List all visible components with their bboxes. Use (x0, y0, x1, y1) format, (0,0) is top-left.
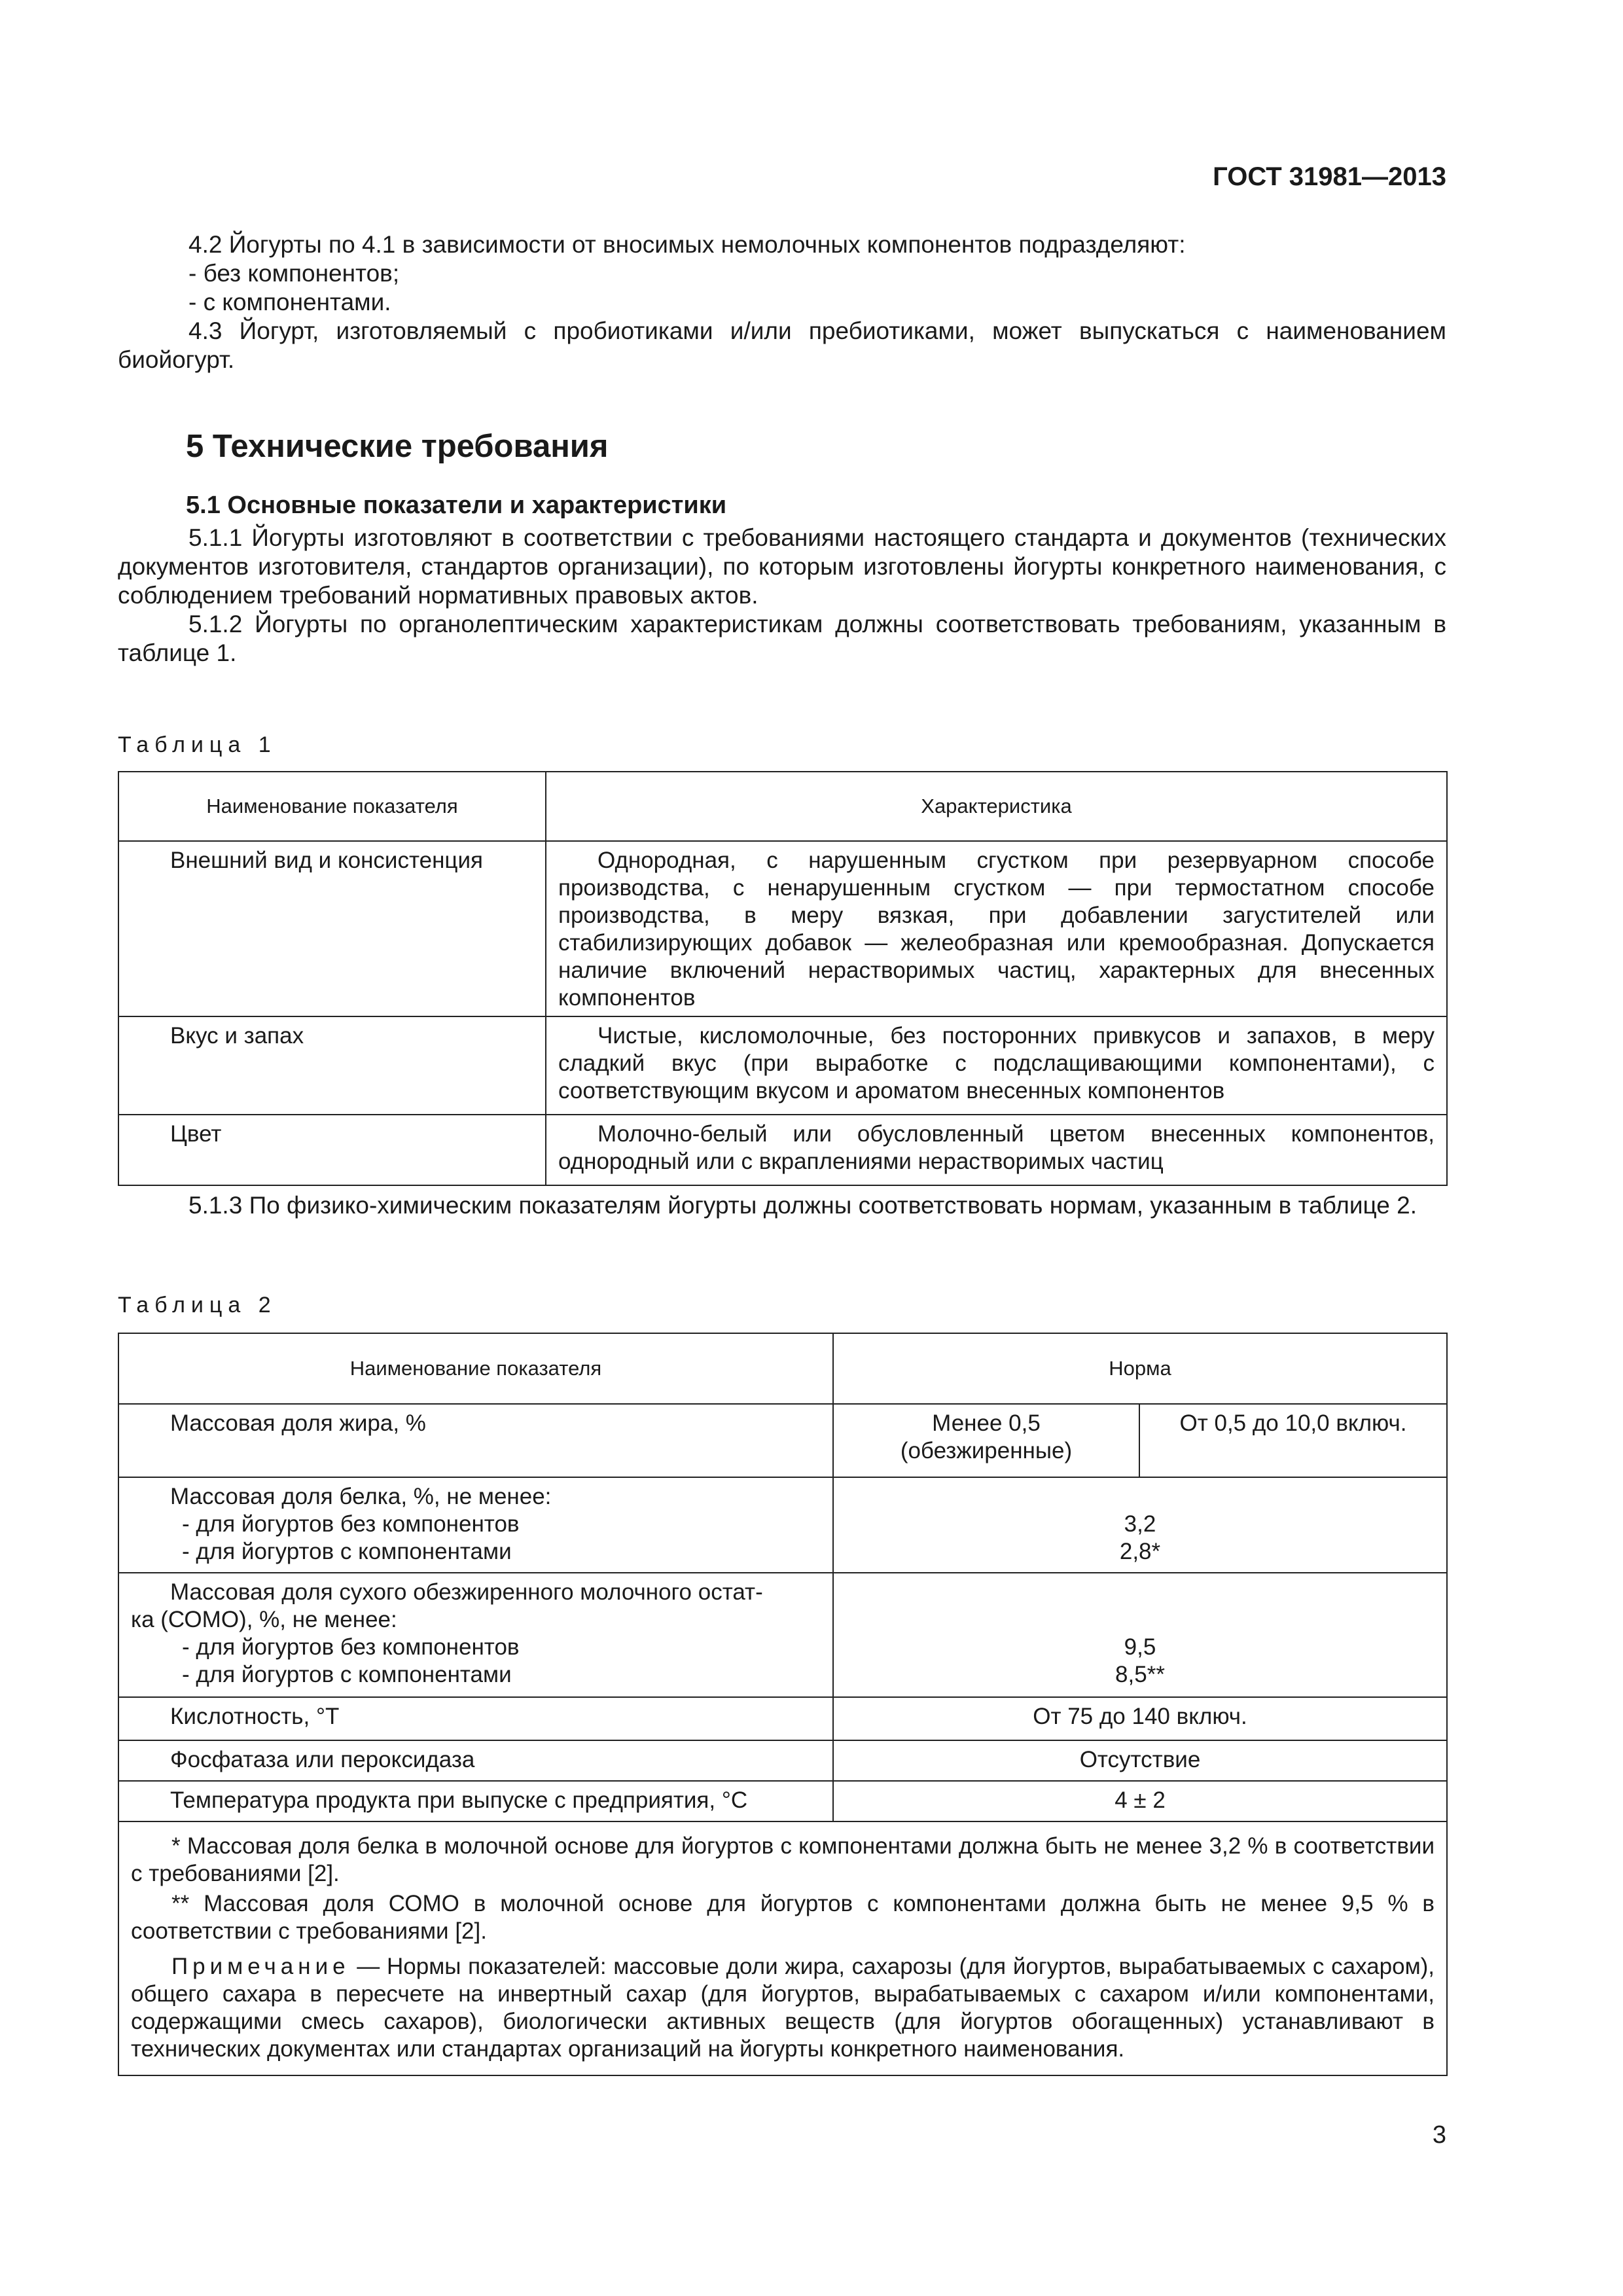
table-1-row-appearance-value: Однородная, с нарушенным сгустком при резервуарном способе производства, с ненарушенным сгустком — при термостатном способе производства, в меру вязкая, при добавлении загустителей или стабилизирующих добавок — желеобразная или кремообразная. Допускается наличие включений нерастворимых частиц, характерных для внесенных компонентов (546, 841, 1447, 1016)
table-2-footnotes (118, 1821, 1447, 2075)
table-2-somo-val2: 8,5** (1115, 1662, 1165, 1687)
note-text: — Нормы показателей: массовые доли жира, сахарозы (для йогуртов, вырабатываемых с сахаром), общего сахара в пересчете на инвертный сахар (для йогуртов, вырабатываемых с сахаром и/или компонентами, содержащими смесь сахаров), биологически активных веществ (для йогуртов обогащенных) устанавливают в технических документах или стандартах организаций на йогурты конкретного наименования. (131, 1954, 1435, 2062)
table-1-row-taste-value: Чистые, кисломолочные, без посторонних привкусов и запахов, в меру сладкий вкус (при выработке с подслащивающими компонентами), с соответствующим вкусом и ароматом внесенных компонентов (546, 1016, 1447, 1115)
table-2-fat-range: От 0,5 до 10,0 включ. (1139, 1404, 1447, 1477)
list-item-no-components: - без компонентов; (188, 260, 400, 287)
table-1 (118, 771, 1448, 1186)
table-2-somo-name-1: Массовая доля сухого обезжиренного молочного остат- (170, 1579, 763, 1605)
table-2-somo-name-cell (118, 1573, 833, 1697)
table-1-row-color-value: Молочно-белый или обусловленный цветом внесенных компонентов, однородный или с вкраплениями нерастворимых частиц (546, 1115, 1447, 1185)
clause-4-3: 4.3 Йогурт, изготовляемый с пробиотиками и/или пребиотиками, может выпускаться с наименованием биойогурт. (118, 317, 1446, 373)
table-2-fat-skim (833, 1404, 1139, 1477)
table-2-protein-name-cell (118, 1477, 833, 1573)
page-number: 3 (1432, 2121, 1446, 2149)
table-2-protein-sub1: - для йогуртов без компонентов (182, 1511, 520, 1537)
table-2-phosphatase-name: Фосфатаза или пероксидаза (118, 1740, 833, 1781)
table-1-header-name: Наименование показателя (118, 772, 546, 841)
table-2-protein-name: Массовая доля белка, %, не менее: (170, 1484, 552, 1509)
table-2 (118, 1333, 1448, 2076)
table-2-protein-values (833, 1477, 1447, 1573)
table-2-fat-skim-note: (обезжиренные) (900, 1438, 1073, 1463)
table-2-caption: Таблица 2 (118, 1293, 277, 1318)
list-item-with-components: - с компонентами. (188, 289, 391, 315)
table-1-row-appearance-name: Внешний вид и консистенция (118, 841, 546, 1016)
table-2-somo-sub1: - для йогуртов без компонентов (182, 1634, 520, 1660)
footnote-protein: * Массовая доля белка в молочной основе для йогуртов с компонентами должна быть не менее 3,2 % в соответствии с требованиями [2]. (131, 1833, 1435, 1886)
table-2-acidity-value: От 75 до 140 включ. (833, 1697, 1447, 1740)
clause-5-1-3: 5.1.3 По физико-химическим показателям йогурты должны соответствовать нормам, указанным в таблице 2. (188, 1192, 1418, 1219)
table-2-protein-val1: 3,2 (1124, 1511, 1156, 1537)
table-2-note (131, 1953, 1435, 2063)
clause-5-1-2: 5.1.2 Йогурты по органолептическим характеристикам должны соответствовать требованиям, указанным в таблице 1. (118, 611, 1446, 666)
table-2-temperature-name: Температура продукта при выпуске с предприятия, °С (118, 1781, 833, 1821)
subsection-5-1-title: 5.1 Основные показатели и характеристики (186, 492, 727, 519)
table-2-fat-skim-value: Менее 0,5 (932, 1410, 1041, 1436)
standard-code-header: ГОСТ 31981—2013 (1213, 162, 1446, 191)
table-2-temperature-value: 4 ± 2 (833, 1781, 1447, 1821)
intro-block (118, 230, 1446, 374)
table-2-somo-sub2: - для йогуртов с компонентами (182, 1662, 512, 1687)
subsection-5-1-wrap (118, 491, 1446, 520)
table-1-header-characteristic: Характеристика (546, 772, 1447, 841)
section-5-title: 5 Технические требования (186, 429, 609, 464)
section-5-heading-wrap (118, 427, 1446, 466)
table-1-row-color-name: Цвет (118, 1115, 546, 1185)
table-2-acidity-name: Кислотность, °Т (118, 1697, 833, 1740)
table-2-somo-name-2: ка (СОМО), %, не менее: (131, 1607, 397, 1632)
table-1-caption: Таблица 1 (118, 732, 277, 757)
note-label: Примечание (171, 1954, 350, 1979)
section-5-1-body (118, 524, 1446, 668)
footnote-somo: ** Массовая доля СОМО в молочной основе для йогуртов с компонентами должна быть не менее 9,5 % в соответствии с требованиями [2]. (131, 1891, 1435, 1944)
table-2-header-name: Наименование показателя (118, 1333, 833, 1404)
table-2-somo-values (833, 1573, 1447, 1697)
table-2-header-norm: Норма (833, 1333, 1447, 1404)
clause-4-2: 4.2 Йогурты по 4.1 в зависимости от вносимых немолочных компонентов подразделяют: (188, 231, 1186, 258)
clause-5-1-3-wrap (118, 1191, 1446, 1220)
table-2-phosphatase-value: Отсутствие (833, 1740, 1447, 1781)
table-2-protein-sub2: - для йогуртов с компонентами (182, 1539, 512, 1564)
clause-5-1-1: 5.1.1 Йогурты изготовляют в соответствии с требованиями настоящего стандарта и документов (технических документов изготовителя, стандартов организации), по которым изготовлены йогурты конкретного наименования, с соблюдением требований нормативных правовых актов. (118, 524, 1446, 609)
table-1-row-taste-name: Вкус и запах (118, 1016, 546, 1115)
table-2-protein-val2: 2,8* (1119, 1539, 1161, 1564)
table-2-somo-val1: 9,5 (1124, 1634, 1156, 1660)
table-2-fat-name: Массовая доля жира, % (118, 1404, 833, 1477)
